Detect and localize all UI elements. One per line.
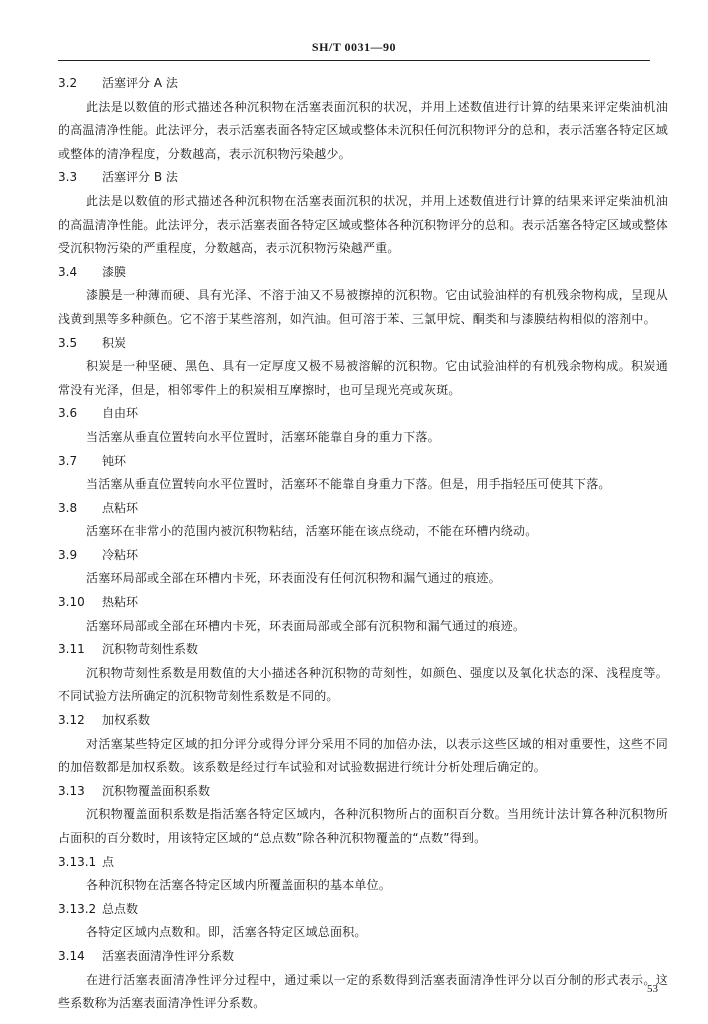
header-rule [58, 60, 650, 61]
section-title: 冷粘环 [102, 547, 139, 562]
section-heading [58, 898, 668, 922]
section-number: 3.7 [58, 453, 78, 468]
section-title: 积炭 [102, 335, 127, 350]
section-3-13 [58, 780, 668, 851]
section-title: 加权系数 [102, 713, 151, 728]
section-title: 自由环 [102, 406, 139, 421]
section-heading [58, 544, 668, 568]
section-number: 3.13.1 [58, 854, 97, 869]
section-number: 3.3 [58, 170, 78, 185]
section-text: 活塞环局部或全部在环槽内卡死，环表面局部或全部有沉积物和漏气通过的痕迹。 [86, 618, 526, 633]
section-text: 积炭是一种坚硬、黑色、具有一定厚度又极不易被溶解的沉积物。它由试验油样的有机残余物构成。积炭通常没有光泽，但是，相邻零件上的积炭相互摩擦时，也可呈现光亮或灰斑。 [58, 359, 668, 397]
section-heading [58, 402, 668, 426]
section-3-13-2 [58, 898, 668, 945]
section-text: 沉积物苛刻性系数是用数值的大小描述各种沉积物的苛刻性，如颜色、强度以及氧化状态的深、浅程度等。不同试验方法所确定的沉积物苛刻性系数是不同的。 [58, 665, 668, 704]
section-heading [58, 591, 668, 615]
section-number: 3.4 [58, 264, 78, 279]
section-3-5 [58, 332, 668, 403]
section-title: 点粘环 [102, 500, 139, 515]
section-number: 3.8 [58, 500, 78, 515]
section-number: 3.10 [58, 595, 85, 610]
section-3-10 [58, 591, 668, 638]
section-title: 总点数 [102, 901, 139, 916]
section-3-4 [58, 261, 668, 332]
section-text: 当活塞从垂直位置转向水平位置时，活塞环不能靠自身重力下落。但是，用手指轻压可使其下落。 [86, 477, 611, 492]
section-heading [58, 497, 668, 521]
section-heading [58, 945, 668, 969]
section-title: 活塞表面清净性评分系数 [102, 948, 235, 963]
section-number: 3.5 [58, 335, 78, 350]
document-header [58, 40, 650, 55]
page-number: 53 [647, 983, 658, 995]
section-title: 沉积物苛刻性系数 [102, 642, 199, 657]
section-text: 对活塞某些特定区域的扣分评分或得分评分采用不同的加倍办法，以表示这些区域的相对重要性，这些不同的加倍数都是加权系数。该系数是经过行车试验和对试验数据进行统计分析处理后确定的。 [58, 736, 668, 775]
section-text: 沉积物覆盖面积系数是指活塞各特定区域内，各种沉积物所占的面积百分数。当用统计法计算各种沉积物所占面积的百分数时，用该特定区域的“总点数”除各种沉积物覆盖的“点数”得到。 [58, 807, 668, 845]
section-3-6 [58, 402, 668, 449]
section-title: 钝环 [102, 453, 127, 468]
section-3-12 [58, 709, 668, 780]
section-3-3 [58, 166, 668, 260]
section-heading [58, 332, 668, 356]
section-heading [58, 780, 668, 804]
section-text: 当活塞从垂直位置转向水平位置时，活塞环能靠自身的重力下落。 [86, 429, 440, 444]
section-3-2 [58, 72, 668, 166]
section-heading [58, 638, 668, 662]
section-title: 热粘环 [102, 595, 139, 610]
section-3-8 [58, 497, 668, 544]
section-heading [58, 261, 668, 285]
document-body [58, 72, 668, 1016]
section-number: 3.13.2 [58, 901, 97, 916]
section-title: 活塞评分 A 法 [102, 76, 178, 90]
section-number: 3.14 [58, 948, 85, 963]
section-number: 3.9 [58, 547, 78, 562]
section-heading [58, 450, 668, 474]
section-number: 3.13 [58, 783, 85, 798]
section-text: 活塞环在非常小的范围内被沉积物粘结，活塞环能在该点绕动，不能在环槽内绕动。 [86, 524, 538, 539]
section-number: 3.6 [58, 406, 78, 421]
section-number: 3.11 [58, 642, 85, 657]
section-text: 各种沉积物在活塞各特定区域内所覆盖面积的基本单位。 [86, 878, 392, 893]
standard-code: SH/T 0031—90 [311, 40, 397, 54]
section-text: 此法是以数值的形式描述各种沉积物在活塞表面沉积的状况，并用上述数值进行计算的结果来评定柴油机油的高温清净性能。此法评分，表示活塞表面各特定区域或整体未沉积任何沉积物评分的总和，表示活塞各特定区域或整体的清净程度，分数越高，表示沉积物污染越少。 [58, 99, 669, 161]
section-3-13-1 [58, 851, 668, 898]
section-3-14 [58, 945, 668, 1016]
section-3-7 [58, 450, 668, 497]
section-text: 此法是以数值的形式描述各种沉积物在活塞表面沉积的状况，并用上述数值进行计算的结果来评定柴油机油的高温清净性能。此法评分，表示活塞表面各特定区域或整体各种沉积物评分的总和。表示活塞各特定区域或整体受沉积物污染的严重程度，分数越高，表示沉积物污染越严重。 [58, 193, 669, 256]
section-title: 沉积物覆盖面积系数 [102, 783, 211, 798]
section-text: 各特定区域内点数和。即，活塞各特定区域总面积。 [86, 925, 367, 940]
section-text: 活塞环局部或全部在环槽内卡死，环表面没有任何沉积物和漏气通过的痕迹。 [86, 571, 501, 586]
section-text: 漆膜是一种薄而硬、具有光泽、不溶于油又不易被擦掉的沉积物。它由试验油样的有机残余物构成，呈现从浅黄到黑等多种颜色。它不溶于某些溶剂，如汽油。但可溶于苯、三氯甲烷、酮类和与漆膜结构相似的溶剂中。 [58, 288, 668, 326]
section-3-9 [58, 544, 668, 591]
section-text: 在进行活塞表面清净性评分过程中，通过乘以一定的系数得到活塞表面清净性评分以百分制的形式表示。这些系数称为活塞表面清净性评分系数。 [58, 972, 668, 1011]
section-heading [58, 166, 668, 190]
section-heading [58, 851, 668, 875]
section-heading [58, 709, 668, 733]
section-title: 漆膜 [102, 264, 127, 279]
section-title: 活塞评分 B 法 [102, 170, 178, 185]
section-number: 3.12 [58, 713, 85, 728]
section-3-11 [58, 638, 668, 709]
section-number: 3.2 [58, 76, 78, 90]
section-title: 点 [102, 854, 115, 869]
section-heading [58, 72, 668, 96]
